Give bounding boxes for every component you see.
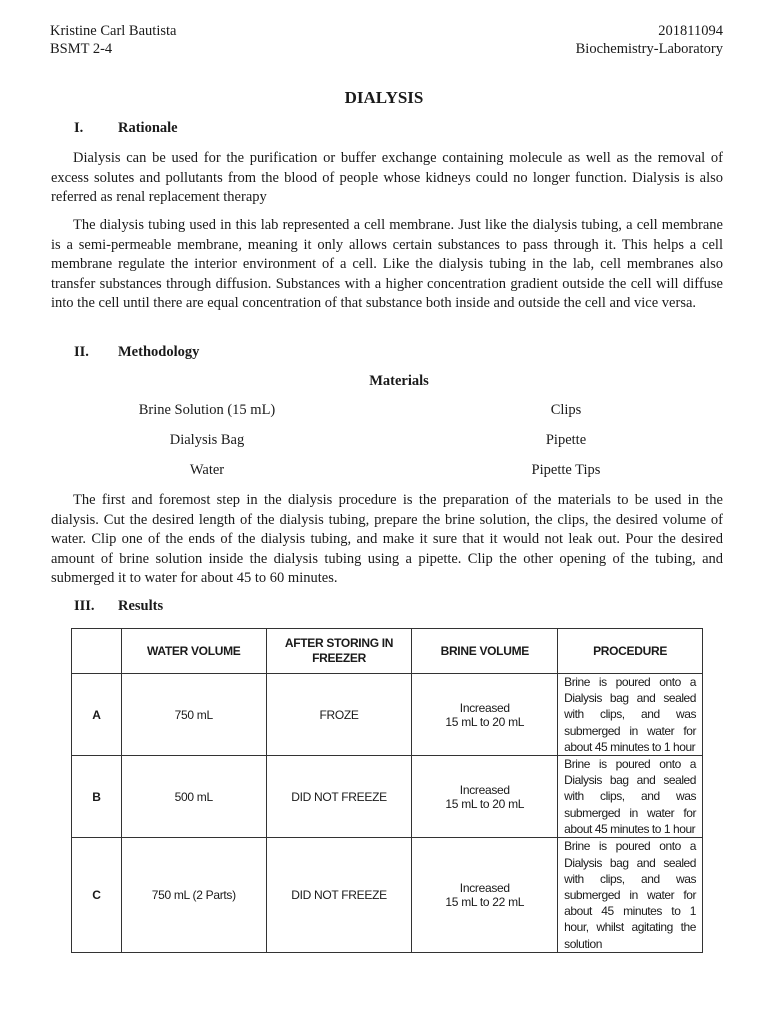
table-row [72, 674, 703, 756]
section-title: Methodology [118, 344, 200, 360]
author-name: Kristine Carl Bautista [50, 23, 177, 39]
document-title: DIALYSIS [344, 88, 424, 107]
freezer-result-cell: DID NOT FREEZE [266, 838, 412, 953]
freezer-result-cell: DID NOT FREEZE [266, 756, 412, 838]
brine-volume-cell [412, 756, 558, 838]
section-heading-results [74, 598, 163, 615]
row-label: A [72, 674, 122, 756]
material-item: Water [189, 462, 225, 478]
row-label: B [72, 756, 122, 838]
material-item: Brine Solution (15 mL) [138, 402, 276, 418]
brine-change: 15 mL to 20 mL [445, 796, 525, 811]
header-right [576, 22, 723, 58]
procedure-cell: Brine is poured onto a Dialysis bag and sealed with clips, and was submerged in water for about 45 minutes to 1 hour [558, 756, 703, 838]
section-heading-methodology [74, 344, 199, 361]
brine-status: Increased [459, 782, 510, 797]
material-item: Clips [550, 402, 582, 418]
procedure-cell: Brine is poured onto a Dialysis bag and sealed with clips, and was submerged in water for about 45 minutes to 1 hour [558, 674, 703, 756]
rationale-paragraph-2: The dialysis tubing used in this lab represented a cell membrane. Just like the dialysis tubing, a cell membrane is a semi-permeable membrane, meaning it only allows certain substances to pass through it. This helps a cell membrane regulate the interior environment of a cell. Like the dialysis tubing in the lab, cell membranes also transfer substances through diffusion. Substances with a higher concentration gradient outside the cell will diffuse into the cell until there are equal concentration of that substance both inside and outside the cell and vice versa. [51, 217, 723, 312]
material-item: Pipette [545, 432, 587, 448]
water-volume-cell: 500 mL [121, 756, 266, 838]
procedure-cell: Brine is poured onto a Dialysis bag and sealed with clips, and was submerged in water for about 45 minutes to 1 hour, whilst agitating the solution [558, 838, 703, 953]
section-title: Rationale [118, 120, 178, 136]
table-row [72, 838, 703, 953]
header-left [50, 22, 176, 58]
row-label: C [72, 838, 122, 953]
section-title: Results [118, 598, 164, 614]
section-number: I. [74, 120, 84, 136]
section-number: II. [74, 344, 89, 360]
column-header: AFTER STORING IN FREEZER [266, 629, 412, 674]
column-header: BRINE VOLUME [412, 629, 558, 674]
table-row [72, 756, 703, 838]
table-header-row [72, 629, 703, 674]
material-item: Dialysis Bag [169, 432, 245, 448]
brine-change: 15 mL to 22 mL [445, 895, 525, 910]
brine-change: 15 mL to 20 mL [445, 714, 525, 729]
brine-status: Increased [459, 700, 510, 715]
freezer-result-cell: FROZE [266, 674, 412, 756]
section-heading-rationale [74, 120, 178, 137]
results-table [71, 628, 703, 953]
material-item: Pipette Tips [531, 462, 601, 478]
rationale-paragraph-1: Dialysis can be used for the purification or buffer exchange containing molecule as well as the removal of excess solutes and pollutants from the blood of people whose kidneys could no longer function. Dialysis is also referred as renal replacement therapy [51, 150, 723, 206]
brine-volume-cell [412, 838, 558, 953]
column-header: WATER VOLUME [121, 629, 266, 674]
column-header: PROCEDURE [558, 629, 703, 674]
methodology-paragraph: The first and foremost step in the dialysis procedure is the preparation of the materials to be used in the dialysis. Cut the desired length of the dialysis tubing, prepare the brine solution, the clips, the desired volume of water. Clip one of the ends of the dialysis tubing, and make it sure that it would not leak out. Pour the desired amount of brine solution inside the dialysis tubing using a pipette. Clip the other opening of the tubing, and submerged it to water for about 45 to 60 minutes. [51, 492, 723, 587]
water-volume-cell: 750 mL [121, 674, 266, 756]
section-number: III. [74, 598, 95, 614]
materials-title: Materials [369, 373, 429, 389]
brine-volume-cell [412, 674, 558, 756]
author-section: BSMT 2-4 [50, 41, 113, 57]
student-id: 201811094 [658, 23, 723, 39]
water-volume-cell: 750 mL (2 Parts) [121, 838, 266, 953]
brine-status: Increased [459, 881, 510, 896]
column-header [72, 629, 122, 674]
course-name: Biochemistry-Laboratory [575, 41, 723, 57]
